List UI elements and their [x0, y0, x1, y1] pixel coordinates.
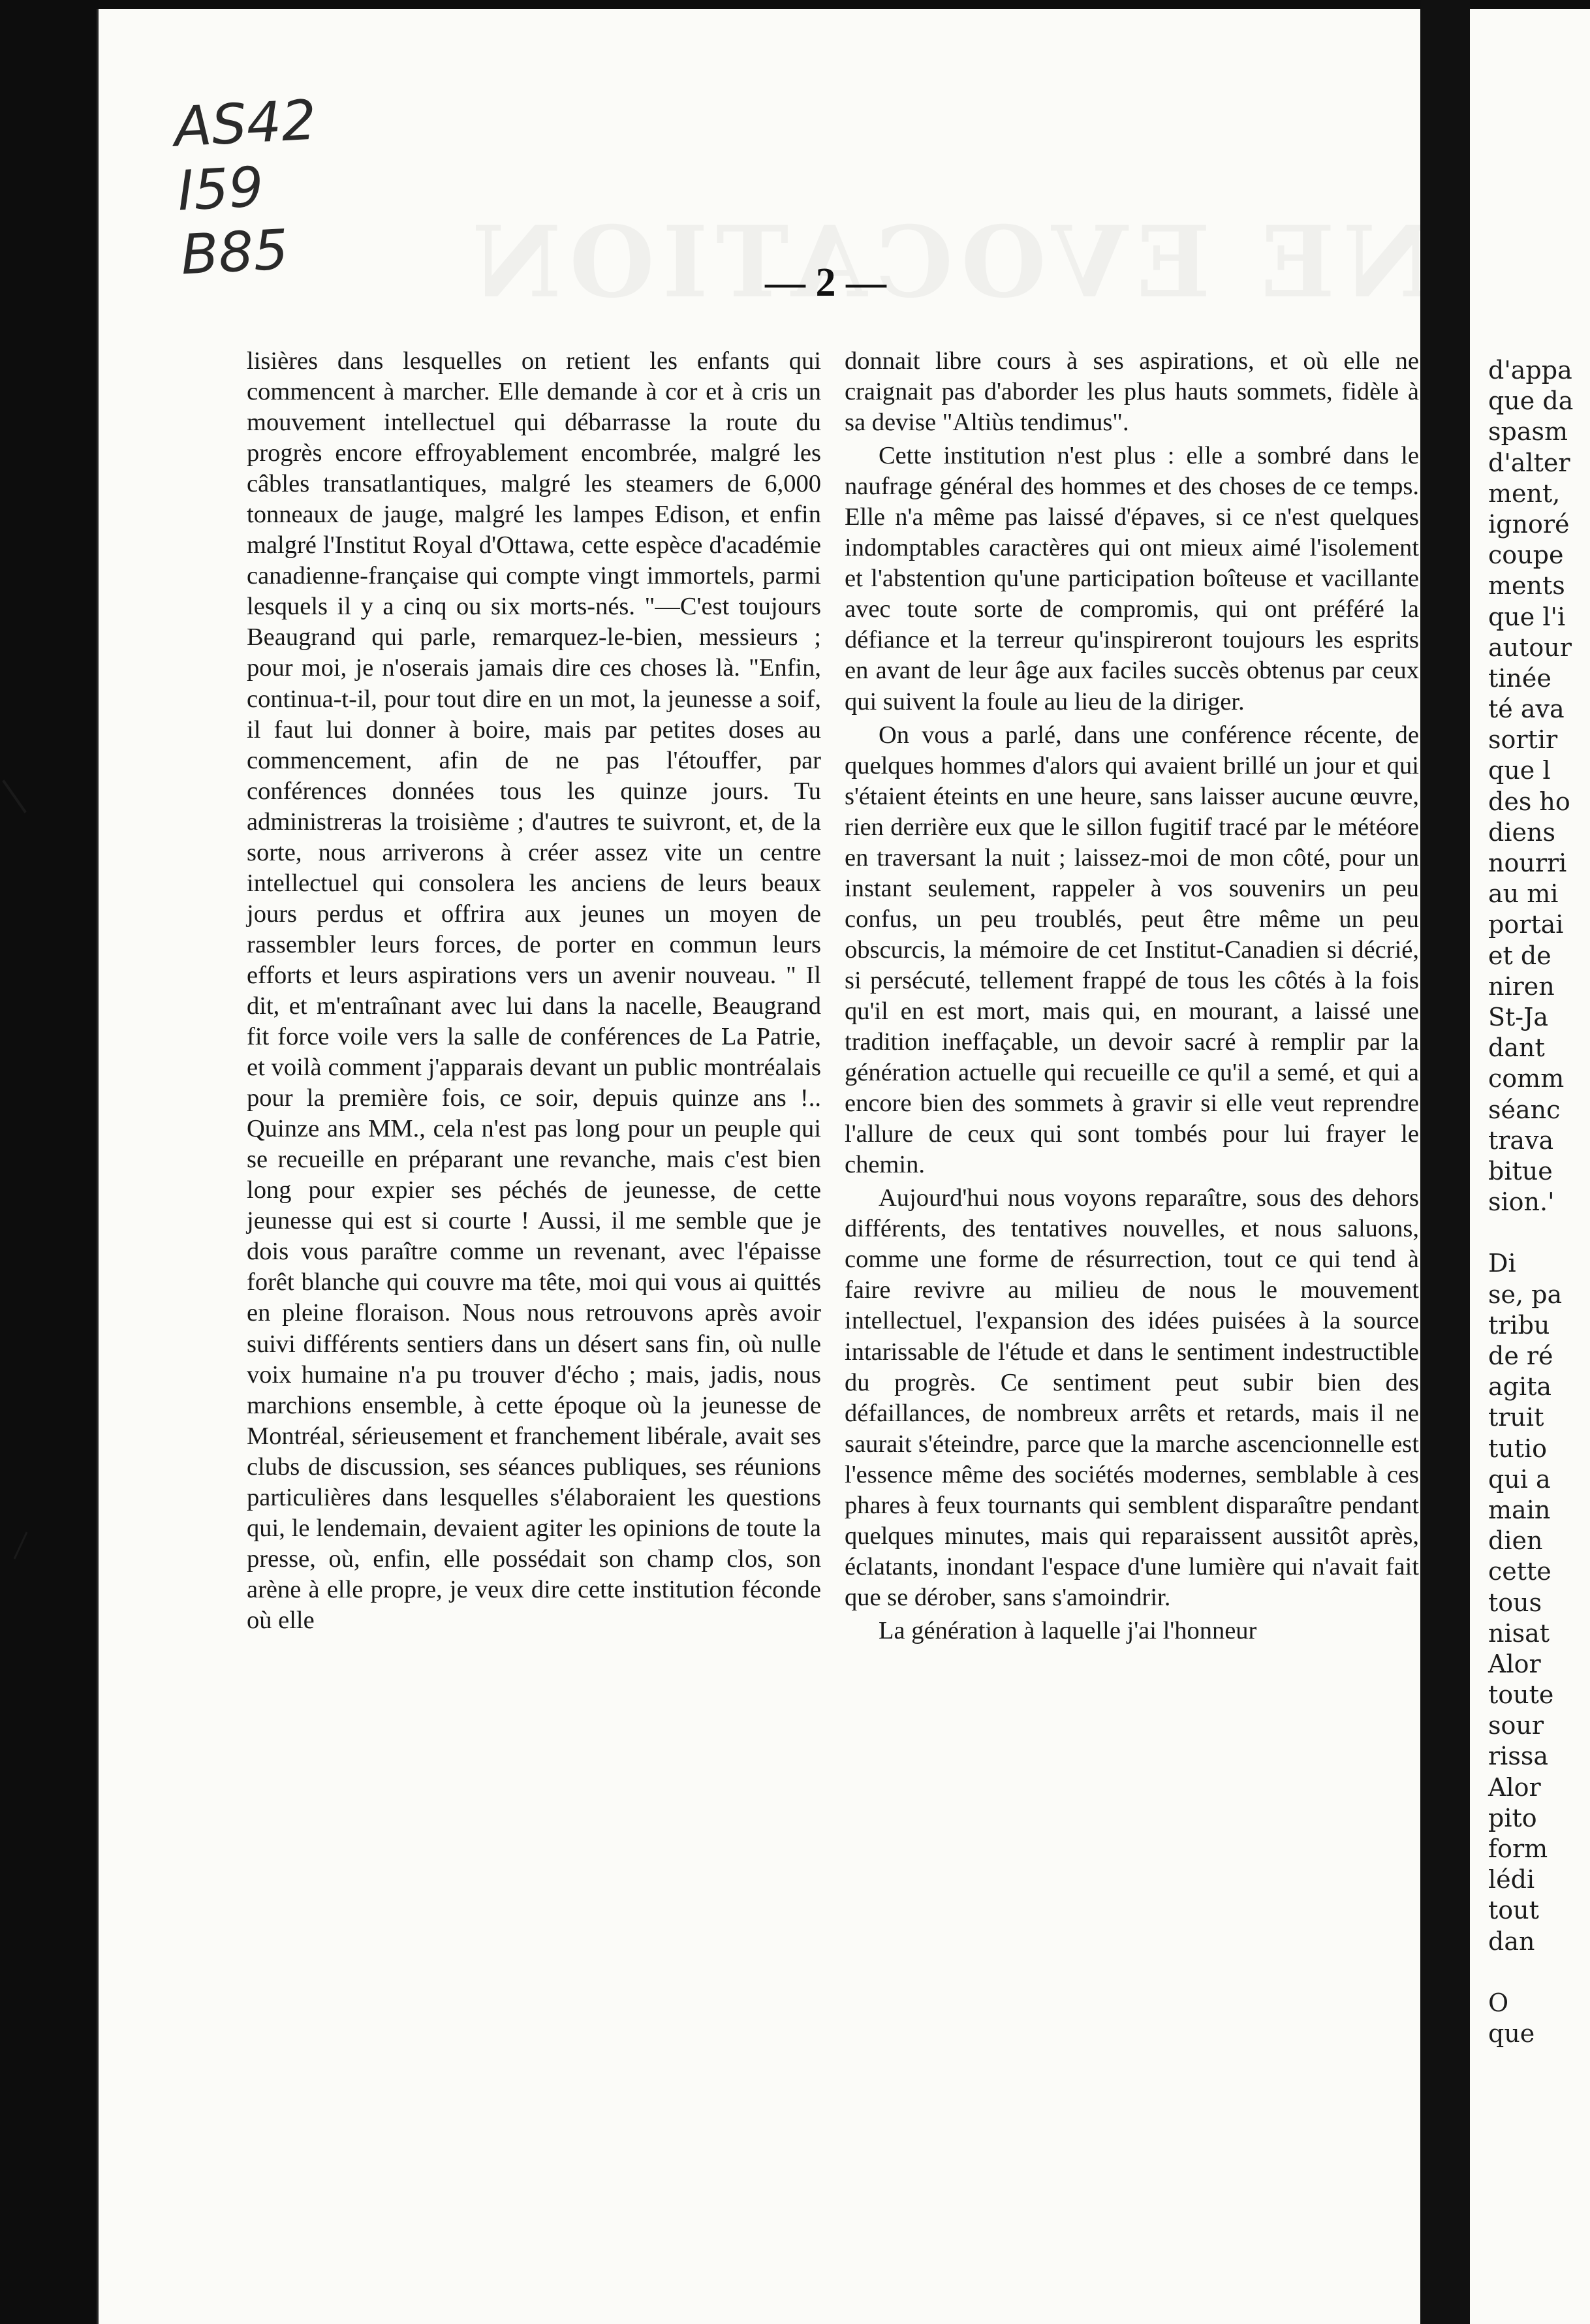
fragment-line [1488, 1957, 1590, 1988]
call-number-line: I59 [176, 154, 266, 223]
fragment-line: agita [1488, 1372, 1552, 1402]
fragment-line: ments [1488, 571, 1565, 601]
handwritten-call-number [172, 88, 324, 287]
fragment-line: cette [1488, 1557, 1551, 1586]
fragment-line: rissa [1488, 1742, 1548, 1771]
fragment-line: ment, [1488, 479, 1561, 508]
call-number-line: B85 [179, 217, 290, 287]
fragment-line: autour [1488, 633, 1572, 662]
fragment-line: de ré [1488, 1342, 1553, 1370]
fragment-line: truit [1488, 1403, 1544, 1432]
fragment-line: portai [1488, 910, 1564, 939]
fragment-line: tous [1488, 1588, 1542, 1617]
fragment-line: toute [1488, 1680, 1554, 1710]
middle-column [845, 346, 1419, 1646]
fragment-line: form [1488, 1834, 1548, 1863]
paragraph: On vous a parlé, dans une conférence récente, de quelques hommes d'alors qui avaient brillé un jour et qui s'étaient éteints en une heure, sans laisser aucune œuvre, rien derrière eux que le sillon fugitif tracé par le météore en traversant la nuit ; laissez-moi de mon côté, pour un instant seulement, rappeler à vos souvenirs un peu confus, un peu troublés, peut être même un peu obscurcis, la mémoire de cet Institut-Canadien si décrié, si persécuté, tellement frappé de tous les côtés à la fois qu'il en est mort, mais qui, en mourant, a laissé une tradition ineffaçable, un devoir sacré à remplir par la génération actuelle qui recueille ce qu'il a semé, et qui a encore bien des sommets à gravir si elle veut reprendre l'allure de ceux qui sont tombés pour lui frayer le chemin. [845, 721, 1419, 1179]
fragment-line: au mi [1488, 879, 1559, 909]
fragment-line: diens [1488, 817, 1555, 847]
paragraph: Cette institution n'est plus : elle a sombré dans le naufrage général des hommes et des choses de ce temps. Elle n'a même pas laissé d'épaves, si ce n'est quelques indomptables caractères qui ont mieux aimé l'isolement et l'abstention qu'une participation boîteuse et vacillante avec toute sorte de compromis, qui ont préféré la défiance et la terreur qu'inspireront toujours les esprits en avant de leur âge aux faciles succès obtenus par ceux qui suivent la foule au lieu de la diriger. [845, 442, 1419, 715]
fragment-line: des ho [1488, 787, 1570, 816]
fragment-line: et de [1488, 941, 1551, 970]
fragment-line: qui a [1488, 1464, 1551, 1494]
bleed-through-text [464, 205, 1525, 320]
fragment-line: O [1488, 1988, 1509, 2017]
fragment-line: spasm [1488, 417, 1568, 447]
fragment-line: Di [1488, 1249, 1516, 1278]
fragment-line: Alor [1488, 1772, 1541, 1802]
fragment-line: tutio [1488, 1434, 1548, 1463]
fragment-line: dien [1488, 1526, 1543, 1556]
fragment-line: tribu [1488, 1310, 1550, 1340]
fragment-line: bitue [1488, 1156, 1553, 1186]
fragment-line: dan [1488, 1926, 1535, 1956]
fragment-line: nisat [1488, 1618, 1550, 1648]
fragment-line: pito [1488, 1803, 1537, 1832]
fragment-line: se, pa [1488, 1280, 1563, 1309]
fragment-line: sortir [1488, 725, 1558, 755]
fragment-line: tinée [1488, 663, 1551, 693]
paragraph: lisières dans lesquelles on retient les enfants qui commencent à marcher. Elle demande à cor et à cris un mouvement intellectuel qui débarrasse la route du progrès encore effroyablement encombrée, malgré les câbles transatlantiques, malgré les steamers de 6,000 tonneaux de jauge, malgré les lampes Edison, et enfin malgré l'Institut Royal d'Ottawa, cette espèce d'académie canadienne-française qui compte vingt immortels, parmi lesquels il y a cinq ou six morts-nés. "—C'est toujours Beaugrand qui parle, remarquez-le-bien, messieurs ; pour moi, je n'oserais jamais dire ces choses là. "Enfin, continua-t-il, pour tout dire en un mot, la jeunesse a soif, il faut lui donner à boire, mais par petites doses au commencement, afin de ne pas l'étouffer, par conférences données tous les quinze jours. Tu administreras la troisième ; d'autres te suivront, et, de la sorte, nous arriverons à créer assez vite un centre intellectuel qui consolera les anciens de leurs beaux jours perdus et offrira aux jeunes un moyen de rassembler leurs forces, de porter en commun leurs efforts et leurs aspirations vers un avenir nouveau. " Il dit, et m'entraînant avec lui dans la nacelle, Beaugrand fit force voile vers la salle de conférences de La Patrie, et voilà comment j'apparais devant un public montréalais pour la première fois, ce soir, depuis quinze ans !.. Quinze ans MM., cela n'est pas long pour un peuple qui se recueille en préparant une revanche, mais c'est bien long pour expier ses péchés de jeunesse, de cette jeunesse qui est si courte ! Aussi, il me semble que je dois vous paraître comme un revenant, avec l'épaisse forêt blanche qui couvre ma tête, moi qui vous ai quittés en pleine floraison. Nous nous retrouvons après avoir suivi différents sentiers dans un désert sans fin, où nulle voix humaine n'a pu trouver d'écho ; mais, jadis, nous marchions ensemble, à cette époque où la jeunesse de Montréal, sérieusement et franchement libérale, avait ses clubs de discussion, ses séances publiques, ses réunions particulières dans lesquelles s'élaboraient les questions qui, le lendemain, devaient agiter les opinions de toute la presse, où, enfin, elle possédait son champ clos, son arène à elle propre, je veux dire cette institution féconde où elle [247, 347, 821, 1634]
fragment-line: main [1488, 1495, 1551, 1524]
fragment-line [1488, 1217, 1590, 1248]
fragment-line: tout [1488, 1896, 1539, 1925]
fragment-line: sour [1488, 1711, 1544, 1740]
fragment-line: comm [1488, 1064, 1565, 1093]
call-number-line: AS42 [172, 87, 318, 159]
fragment-line: St-Ja [1488, 1002, 1549, 1031]
fragment-line: séanc [1488, 1095, 1561, 1124]
fragment-line: niren [1488, 971, 1555, 1001]
page-number: — 2 — [765, 260, 886, 305]
adjacent-page [1470, 9, 1590, 2324]
left-column [247, 346, 821, 1636]
paragraph: donnait libre cours à ses aspirations, et où elle ne craignait pas d'aborder les plus hauts sommets, fidèle à sa devise "Altiùs tendimus". [845, 347, 1419, 437]
right-column-fragments [1488, 355, 1590, 2049]
fragment-line: que l [1488, 756, 1551, 785]
fragment-line: Alor [1488, 1649, 1541, 1678]
fragment-line: lédi [1488, 1865, 1535, 1894]
fragment-line: que l'i [1488, 602, 1566, 631]
fragment-line: d'appa [1488, 356, 1572, 385]
page-gutter [1420, 0, 1470, 2324]
fragment-line: trava [1488, 1125, 1554, 1155]
fragment-line: d'alter [1488, 448, 1570, 477]
fragment-line: que da [1488, 386, 1574, 416]
fragment-line: sion.' [1488, 1187, 1555, 1217]
fragment-line: dant [1488, 1033, 1545, 1063]
fragment-line: ignoré [1488, 509, 1570, 539]
paragraph: La génération à laquelle j'ai l'honneur [879, 1616, 1257, 1644]
scanner-background-left [0, 0, 97, 2324]
fragment-line: coupe [1488, 541, 1564, 570]
paragraph: Aujourd'hui nous voyons reparaître, sous des dehors différents, des tentatives nouvelles, et nous saluons, comme une forme de résurrection, tout ce qui tend à faire revivre au milieu de nous le mouvement intellectuel, l'expansion des idées puisées à la source intarissable de l'étude et dans le sentiment indestructible du progrès. Ce sentiment peut subir bien des défaillances, de nombreux arrêts et retards, mais il ne saurait s'éteindre, parce que la marche ascencionnelle est l'essence même des sociétés modernes, semblable à ces phares à feux tournants qui semblent disparaître pendant quelques minutes, mais qui reparaissent aussitôt après, éclatants, inondant l'espace d'une lumière qui n'avait fait que se dérober, sans s'amoindrir. [845, 1184, 1419, 1611]
fragment-line: nourri [1488, 849, 1567, 877]
fragment-line: que [1488, 2019, 1535, 2049]
fragment-line: té ava [1488, 695, 1565, 724]
